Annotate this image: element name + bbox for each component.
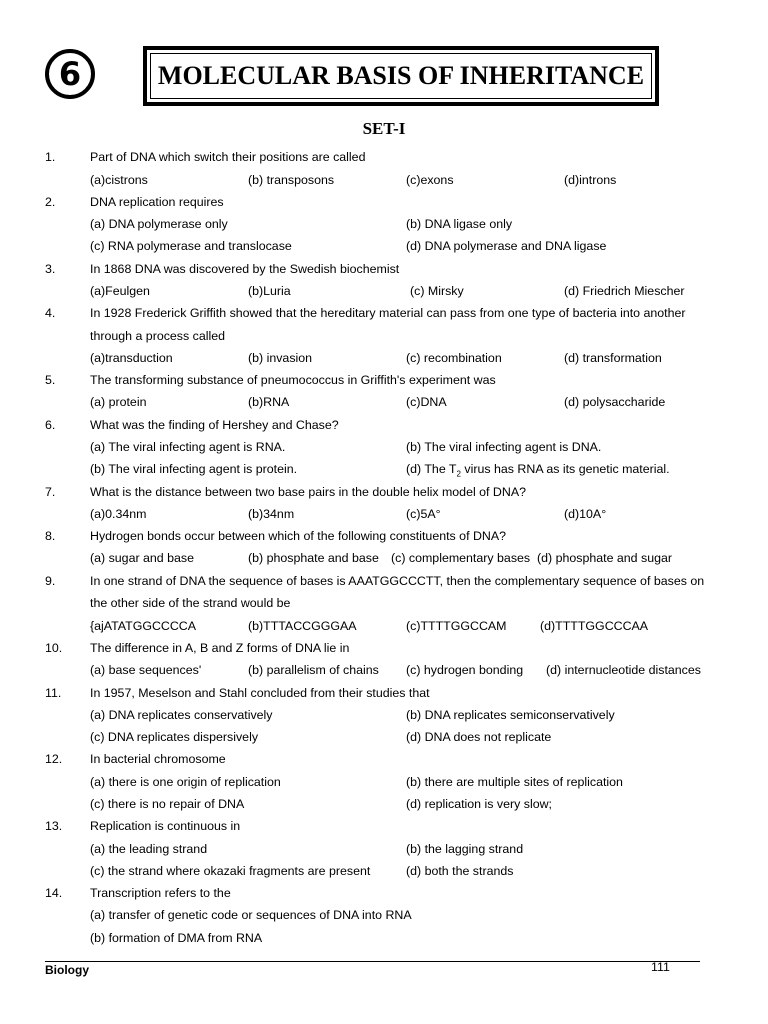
option: (d)TTTTGGCCCAA <box>540 619 649 633</box>
question-text: The difference in A, B and Z forms of DNA lie in <box>90 641 350 655</box>
question-number: 2. <box>45 195 56 209</box>
option: (b) invasion <box>248 351 313 365</box>
question-number: 4. <box>45 306 56 320</box>
chapter-number-badge <box>45 49 95 99</box>
option: (d) replication is very slow; <box>406 797 552 811</box>
option: (b) The viral infecting agent is DNA. <box>406 440 602 454</box>
option: (a) sugar and base <box>90 551 195 565</box>
option: (b)RNA <box>248 395 290 409</box>
question-number: 5. <box>45 373 56 387</box>
question-number: 8. <box>45 529 56 543</box>
option: (a) there is one origin of replication <box>90 775 281 789</box>
option: (d)10A° <box>564 507 607 521</box>
option: (c) recombination <box>406 351 502 365</box>
option: (d) internucleotide distances <box>546 663 701 677</box>
option: (c) DNA replicates dispersively <box>90 730 259 744</box>
option: (d) DNA polymerase and DNA ligase <box>406 239 607 253</box>
question-text: In 1928 Frederick Griffith showed that the hereditary material can pass from one type of bacteria into another <box>90 306 686 320</box>
option: (b) the lagging strand <box>406 842 524 856</box>
question-text: In 1957, Meselson and Stahl concluded from their studies that <box>90 686 430 700</box>
option: (b) there are multiple sites of replication <box>406 775 623 789</box>
question-number: 11. <box>45 686 62 700</box>
question-text: In one strand of DNA the sequence of bases is AAATGGCCCTT, then the complementary sequence of bases on <box>90 574 705 588</box>
question-text: In 1868 DNA was discovered by the Swedish biochemist <box>90 262 400 276</box>
option: (a)0.34nm <box>90 507 147 521</box>
option: (c) there is no repair of DNA <box>90 797 245 811</box>
question-number: 14. <box>45 886 63 900</box>
option: (c) RNA polymerase and translocase <box>90 239 292 253</box>
option: (d) phosphate and sugar <box>537 551 673 565</box>
option: (a)transduction <box>90 351 173 365</box>
option: {ajATATGGCCCCA <box>90 619 197 633</box>
option: (c)TTTTGGCCAM <box>406 619 507 633</box>
option: (b) DNA replicates semiconservatively <box>406 708 615 722</box>
option: (b)34nm <box>248 507 295 521</box>
option <box>406 461 670 482</box>
question-text: In bacterial chromosome <box>90 752 226 766</box>
question-number: 10. <box>45 641 63 655</box>
chapter-title-box <box>143 46 659 106</box>
subscript: 2 <box>456 469 461 479</box>
question-text: What was the finding of Hershey and Chase? <box>90 418 339 432</box>
option: (a) the leading strand <box>90 842 208 856</box>
question-number: 1. <box>45 150 56 164</box>
option-text: (d) The T <box>406 462 457 476</box>
option-text: virus has RNA as its genetic material. <box>460 462 670 476</box>
question-text: Part of DNA which switch their positions are called <box>90 150 366 164</box>
footer-subject: Biology <box>45 963 89 977</box>
option: (a) The viral infecting agent is RNA. <box>90 440 286 454</box>
question-text: Replication is continuous in <box>90 819 241 833</box>
page-number: 111 <box>651 960 670 974</box>
option: (a) DNA replicates conservatively <box>90 708 273 722</box>
chapter-number: 6 <box>58 55 82 93</box>
set-title: SET-I <box>362 119 406 138</box>
option: (d)introns <box>564 173 617 187</box>
option: (b) transposons <box>248 173 335 187</box>
option: (d) both the strands <box>406 864 514 878</box>
option: (d) polysaccharide <box>564 395 666 409</box>
question-number: 3. <box>45 262 56 276</box>
question-text: Hydrogen bonds occur between which of the following constituents of DNA? <box>90 529 507 543</box>
question-number: 9. <box>45 574 56 588</box>
option: (a)cistrons <box>90 173 148 187</box>
option: (d) DNA does not replicate <box>406 730 552 744</box>
option: (b)Luria <box>248 284 291 298</box>
question-number: 6. <box>45 418 56 432</box>
option: (b) parallelism of chains <box>248 663 379 677</box>
option: (a) DNA polymerase only <box>90 217 228 231</box>
question-text: What is the distance between two base pairs in the double helix model of DNA? <box>90 485 526 499</box>
option: (c) hydrogen bonding <box>406 663 524 677</box>
option: (b) formation of DMA from RNA <box>90 931 263 945</box>
option: (a) transfer of genetic code or sequences of DNA into RNA <box>90 908 412 922</box>
question-text-continued: through a process called <box>90 329 226 343</box>
question-number: 13. <box>45 819 63 833</box>
option: (a) base sequences' <box>90 663 202 677</box>
option: (d) transformation <box>564 351 662 365</box>
option: (a) protein <box>90 395 147 409</box>
question-number: 12. <box>45 752 63 766</box>
option: (c) Mirsky <box>410 284 464 298</box>
chapter-title: MOLECULAR BASIS OF INHERITANCE <box>150 53 652 99</box>
option: (c)DNA <box>406 395 447 409</box>
option: (c)exons <box>406 173 454 187</box>
question-text: Transcription refers to the <box>90 886 231 900</box>
option: (b) phosphate and base <box>248 551 379 565</box>
question-text: DNA replication requires <box>90 195 224 209</box>
footer-divider <box>45 961 700 962</box>
question-text: The transforming substance of pneumococcus in Griffith's experiment was <box>90 373 496 387</box>
question-number: 7. <box>45 485 56 499</box>
option: (c)5A° <box>406 507 441 521</box>
option: (a)Feulgen <box>90 284 150 298</box>
option: (b) The viral infecting agent is protein. <box>90 462 298 476</box>
option: (b) DNA ligase only <box>406 217 513 231</box>
option: (c) complementary bases <box>391 551 531 565</box>
option: (c) the strand where okazaki fragments are present <box>90 864 371 878</box>
option: (d) Friedrich Miescher <box>564 284 685 298</box>
question-text-continued: the other side of the strand would be <box>90 596 291 610</box>
option: (b)TTTACCGGGAA <box>248 619 357 633</box>
